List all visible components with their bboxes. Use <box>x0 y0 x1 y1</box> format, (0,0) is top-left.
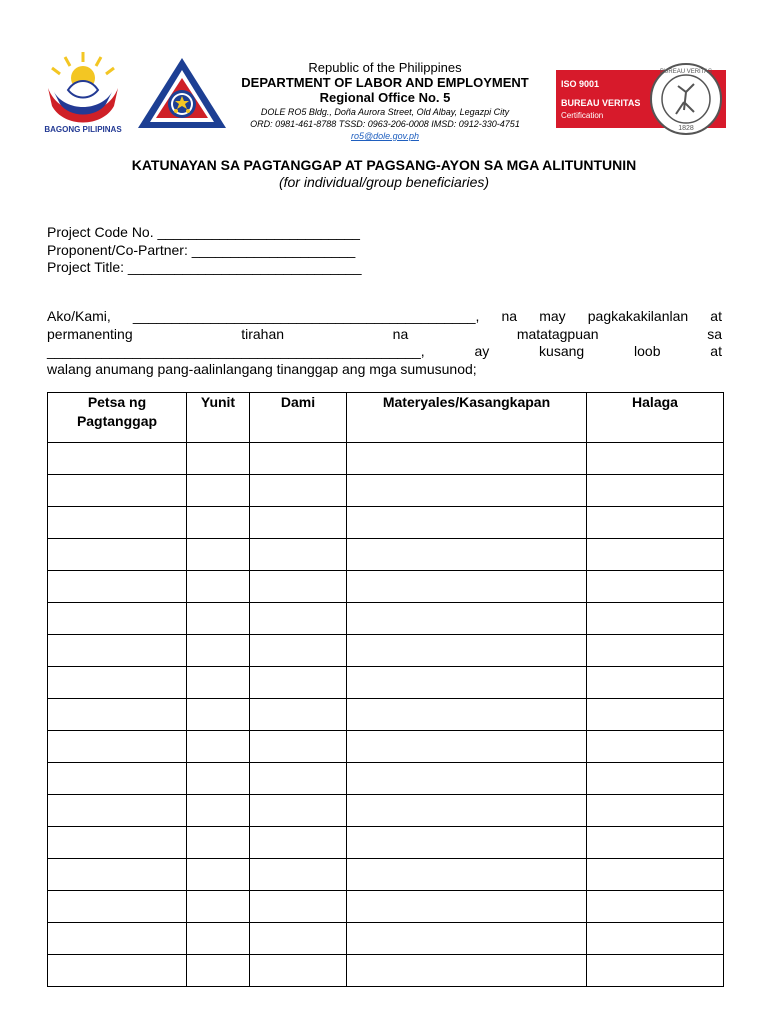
table-cell[interactable] <box>347 699 587 731</box>
word: loob <box>634 343 661 359</box>
table-row <box>48 603 724 635</box>
header-line: Dami <box>280 394 316 410</box>
table-cell[interactable] <box>48 955 187 987</box>
table-cell[interactable] <box>187 859 250 891</box>
table-cell[interactable] <box>48 795 187 827</box>
table-cell[interactable] <box>250 571 347 603</box>
table-cell[interactable] <box>587 955 724 987</box>
project-code-field[interactable]: Project Code No. __________________________ <box>47 224 360 240</box>
word: at <box>710 308 722 324</box>
header-line: Yunit <box>200 394 236 410</box>
table-cell[interactable] <box>187 443 250 475</box>
table-cell[interactable] <box>250 827 347 859</box>
table-cell[interactable] <box>48 923 187 955</box>
table-cell[interactable] <box>48 507 187 539</box>
table-cell[interactable] <box>587 603 724 635</box>
table-cell[interactable] <box>587 475 724 507</box>
address-blank[interactable]: ________________________________________________, <box>47 343 425 359</box>
table-cell[interactable] <box>587 827 724 859</box>
table-cell[interactable] <box>250 923 347 955</box>
contact-numbers: ORD: 0981-461-8788 TSSD: 0963-206-0008 IMSD: 0912-330-4751 <box>250 119 520 129</box>
letterhead <box>220 60 550 142</box>
table-cell[interactable] <box>250 443 347 475</box>
word: ay <box>474 343 490 359</box>
table-cell[interactable] <box>250 891 347 923</box>
table-cell[interactable] <box>347 475 587 507</box>
declaration-line-2 <box>47 326 722 344</box>
table-cell[interactable] <box>347 827 587 859</box>
table-cell[interactable] <box>587 571 724 603</box>
table-row <box>48 795 724 827</box>
table-cell[interactable] <box>347 955 587 987</box>
main-title: KATUNAYAN SA PAGTANGGAP AT PAGSANG-AYON SA MGA ALITUNTUNIN <box>131 157 637 173</box>
bv-label: BUREAU VERITAS <box>561 98 641 108</box>
table-cell[interactable] <box>250 539 347 571</box>
table-cell[interactable] <box>48 827 187 859</box>
name-blank[interactable]: ____________________________________________, <box>132 308 480 324</box>
table-cell[interactable] <box>48 859 187 891</box>
table-row <box>48 891 724 923</box>
declaration-line-4: walang anumang pang-aalinlangang tinanggap ang mga sumusunod; <box>47 360 477 377</box>
table-cell[interactable] <box>347 891 587 923</box>
table-cell[interactable] <box>347 507 587 539</box>
table-cell[interactable] <box>587 507 724 539</box>
table-cell[interactable] <box>347 667 587 699</box>
word: at <box>710 343 722 359</box>
word: sa <box>707 325 722 342</box>
table-cell[interactable] <box>250 859 347 891</box>
table-cell[interactable] <box>48 571 187 603</box>
table-cell[interactable] <box>250 667 347 699</box>
table-cell[interactable] <box>48 539 187 571</box>
word: permanenting <box>47 325 133 342</box>
table-cell[interactable] <box>347 539 587 571</box>
table-cell[interactable] <box>187 571 250 603</box>
table-cell[interactable] <box>187 603 250 635</box>
seal-top-text: BUREAU VERITAS <box>660 69 712 75</box>
table-cell[interactable] <box>250 475 347 507</box>
word: tirahan <box>241 325 285 342</box>
table-cell[interactable] <box>48 443 187 475</box>
table-cell[interactable] <box>587 443 724 475</box>
table-cell[interactable] <box>48 667 187 699</box>
table-row <box>48 763 724 795</box>
table-row <box>48 955 724 987</box>
word: kusang <box>539 343 585 359</box>
table-cell[interactable] <box>48 635 187 667</box>
table-cell[interactable] <box>48 475 187 507</box>
table-cell[interactable] <box>347 795 587 827</box>
header-line: Materyales/Kasangkapan <box>382 394 551 410</box>
received-items-table <box>47 392 724 987</box>
header-line: Petsa ng <box>87 394 147 410</box>
project-title-field[interactable]: Project Title: ______________________________ <box>47 259 362 275</box>
table-cell[interactable] <box>187 891 250 923</box>
table-row <box>48 571 724 603</box>
table-row <box>48 923 724 955</box>
table-cell[interactable] <box>187 795 250 827</box>
table-row <box>48 635 724 667</box>
project-fields <box>47 224 362 277</box>
column-header-unit <box>187 393 250 443</box>
table-cell[interactable] <box>187 731 250 763</box>
table-row <box>48 507 724 539</box>
word: na <box>392 325 409 342</box>
table-cell[interactable] <box>587 635 724 667</box>
proponent-field[interactable]: Proponent/Co-Partner: _____________________ <box>47 241 356 258</box>
table-body <box>48 443 724 987</box>
table-row <box>48 667 724 699</box>
table-row <box>48 859 724 891</box>
table-row <box>48 731 724 763</box>
table-cell[interactable] <box>250 955 347 987</box>
office-address: DOLE RO5 Bldg., Doña Aurora Street, Old Albay, Legazpi City <box>260 107 510 117</box>
column-header-date <box>48 393 187 443</box>
table-cell[interactable] <box>187 955 250 987</box>
header-line: Halaga <box>632 394 678 410</box>
table-cell[interactable] <box>347 763 587 795</box>
word: Ako/Kami, <box>47 308 111 324</box>
table-row <box>48 827 724 859</box>
column-header-quantity <box>250 393 347 443</box>
column-header-value <box>587 393 724 443</box>
table-cell[interactable] <box>347 571 587 603</box>
bagong-pilipinas-logo <box>40 48 126 136</box>
bagong-pilipinas-emblem <box>40 48 126 136</box>
dole-triangle-emblem <box>136 56 228 130</box>
table-cell[interactable] <box>347 923 587 955</box>
dole-logo <box>136 56 228 130</box>
table-cell[interactable] <box>587 731 724 763</box>
table-cell[interactable] <box>250 635 347 667</box>
table-cell[interactable] <box>347 443 587 475</box>
table-row <box>48 539 724 571</box>
declaration-line-1[interactable] <box>47 308 722 326</box>
document-title <box>0 157 768 191</box>
seal-year: 1828 <box>678 125 694 132</box>
table-cell[interactable] <box>587 763 724 795</box>
table-cell[interactable] <box>48 731 187 763</box>
table-cell[interactable] <box>187 667 250 699</box>
table-cell[interactable] <box>187 827 250 859</box>
word: na <box>501 308 518 324</box>
declaration-paragraph <box>47 308 722 378</box>
regional-office: Regional Office No. 5 <box>319 90 451 105</box>
table-cell[interactable] <box>250 699 347 731</box>
word: may <box>539 308 566 324</box>
table-cell[interactable] <box>187 699 250 731</box>
table-cell[interactable] <box>48 763 187 795</box>
table-cell[interactable] <box>250 731 347 763</box>
table-row <box>48 443 724 475</box>
table-cell[interactable] <box>48 891 187 923</box>
bureau-veritas-logo <box>556 62 726 138</box>
table-cell[interactable] <box>587 699 724 731</box>
iso-certification-badge <box>556 62 726 138</box>
table-cell[interactable] <box>587 667 724 699</box>
table-cell[interactable] <box>587 539 724 571</box>
table-cell[interactable] <box>347 635 587 667</box>
iso-label: ISO 9001 <box>561 79 600 89</box>
word: matatagpuan <box>516 325 599 342</box>
table-cell[interactable] <box>187 923 250 955</box>
table-cell[interactable] <box>347 603 587 635</box>
bagong-pilipinas-text: BAGONG PILIPINAS <box>44 125 122 134</box>
table-header-row <box>48 393 724 443</box>
table-cell[interactable] <box>587 859 724 891</box>
table-cell[interactable] <box>250 603 347 635</box>
table-cell[interactable] <box>187 763 250 795</box>
table-cell[interactable] <box>187 539 250 571</box>
table-row <box>48 699 724 731</box>
table-cell[interactable] <box>187 475 250 507</box>
table-cell[interactable] <box>347 859 587 891</box>
email-link[interactable]: ro5@dole.gov.ph <box>350 131 419 141</box>
declaration-line-3[interactable] <box>47 343 722 361</box>
certification-label: Certification <box>561 111 604 120</box>
republic-label: Republic of the Philippines <box>308 60 462 75</box>
table-cell[interactable] <box>587 795 724 827</box>
table-cell[interactable] <box>48 699 187 731</box>
table-cell[interactable] <box>250 763 347 795</box>
table-row <box>48 475 724 507</box>
table-cell[interactable] <box>250 795 347 827</box>
table-cell[interactable] <box>187 635 250 667</box>
table-cell[interactable] <box>187 507 250 539</box>
table-cell[interactable] <box>587 891 724 923</box>
table-cell[interactable] <box>250 507 347 539</box>
column-header-materials <box>347 393 587 443</box>
table-cell[interactable] <box>347 731 587 763</box>
header-line: Pagtanggap <box>76 413 158 429</box>
word: pagkakakilanlan <box>587 308 689 324</box>
department-name: DEPARTMENT OF LABOR AND EMPLOYMENT <box>241 75 529 90</box>
subtitle: (for individual/group beneficiaries) <box>278 174 490 190</box>
table-cell[interactable] <box>587 923 724 955</box>
table-cell[interactable] <box>48 603 187 635</box>
